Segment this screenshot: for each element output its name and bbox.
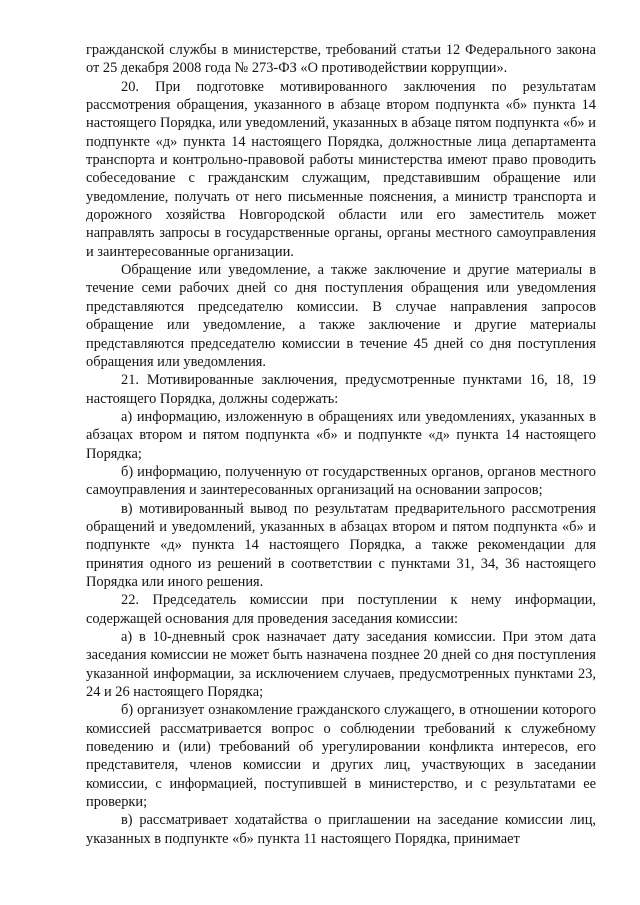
paragraph-21-v: в) мотивированный вывод по результатам предварительного рассмотрения обращений и уведомлений, указанных в абзацах втором и пятом подпункта «б» и подпункте «д» пункта 14 настоящего Порядка, а также рекомендации для принятия одного из решений в соответствии с пунктами 31, 34, 36 настоящего Порядка или иного решения. — [86, 500, 596, 590]
paragraph-item-22: 22. Председатель комиссии при поступлении к нему информации, содержащей основания для проведения заседания комиссии: — [86, 592, 596, 627]
paragraph-21-a: а) информацию, изложенную в обращениях или уведомлениях, указанных в абзацах втором и пятом подпункта «б» и подпункте «д» пункта 14 настоящего Порядка; — [86, 408, 596, 462]
paragraph-22-v: в) рассматривает ходатайства о приглашении на заседание комиссии лиц, указанных в подпункте «б» пункта 11 настоящего Порядка, принимает — [86, 812, 596, 847]
paragraph-item-20: 20. При подготовке мотивированного заключения по результатам рассмотрения обращения, указанного в абзаце втором подпункта «б» пункта 14 настоящего Порядка, или уведомлений, указанных в абзаце пятом подпункта «б» и подпункте «д» пункта 14 настоящего Порядка, должностные лица департамента транспорта и контрольно-правовой работы министерства имеют право проводить собеседование с гражданским служащим, представившим обращение или уведомление, получать от него письменные пояснения, а министр транспорта и дорожного хозяйства Новгородской области или его заместитель может направлять запросы в государственные органы, органы местного самоуправления и заинтересованные организации. — [86, 78, 596, 260]
paragraph-item-21: 21. Мотивированные заключения, предусмотренные пунктами 16, 18, 19 настоящего Порядка, должны содержать: — [86, 372, 596, 407]
paragraph-22-a: а) в 10-дневный срок назначает дату заседания комиссии. При этом дата заседания комиссии не может быть назначена позднее 20 дней со дня поступления указанной информации, за исключением случаев, предусмотренных пунктами 23, 24 и 26 настоящего Порядка; — [86, 629, 596, 701]
document-page — [86, 41, 596, 848]
paragraph-22-b: б) организует ознакомление гражданского служащего, в отношении которого комиссией рассматривается вопрос о соблюдении требований к служебному поведению и (или) требований об урегулировании конфликта интересов, его представителя, членов комиссии и других лиц, участвующих в заседании комиссии, с информацией, поступившей в министерство, и с результатами ее проверки; — [86, 702, 596, 811]
paragraph-continuation: гражданской службы в министерстве, требований статьи 12 Федерального закона от 25 декабря 2008 года № 273-ФЗ «О противодействии коррупции». — [86, 42, 596, 77]
paragraph-submission: Обращение или уведомление, а также заключение и другие материалы в течение семи рабочих дней со дня поступления обращения или уведомления представляются председателю комиссии. В случае направления запросов обращение или уведомление, а также заключение и другие материалы представляются председателю комиссии в течение 45 дней со дня поступления обращения или уведомления. — [86, 262, 596, 370]
paragraph-21-b: б) информацию, полученную от государственных органов, органов местного самоуправления и заинтересованных организаций на основании запросов; — [86, 463, 596, 499]
